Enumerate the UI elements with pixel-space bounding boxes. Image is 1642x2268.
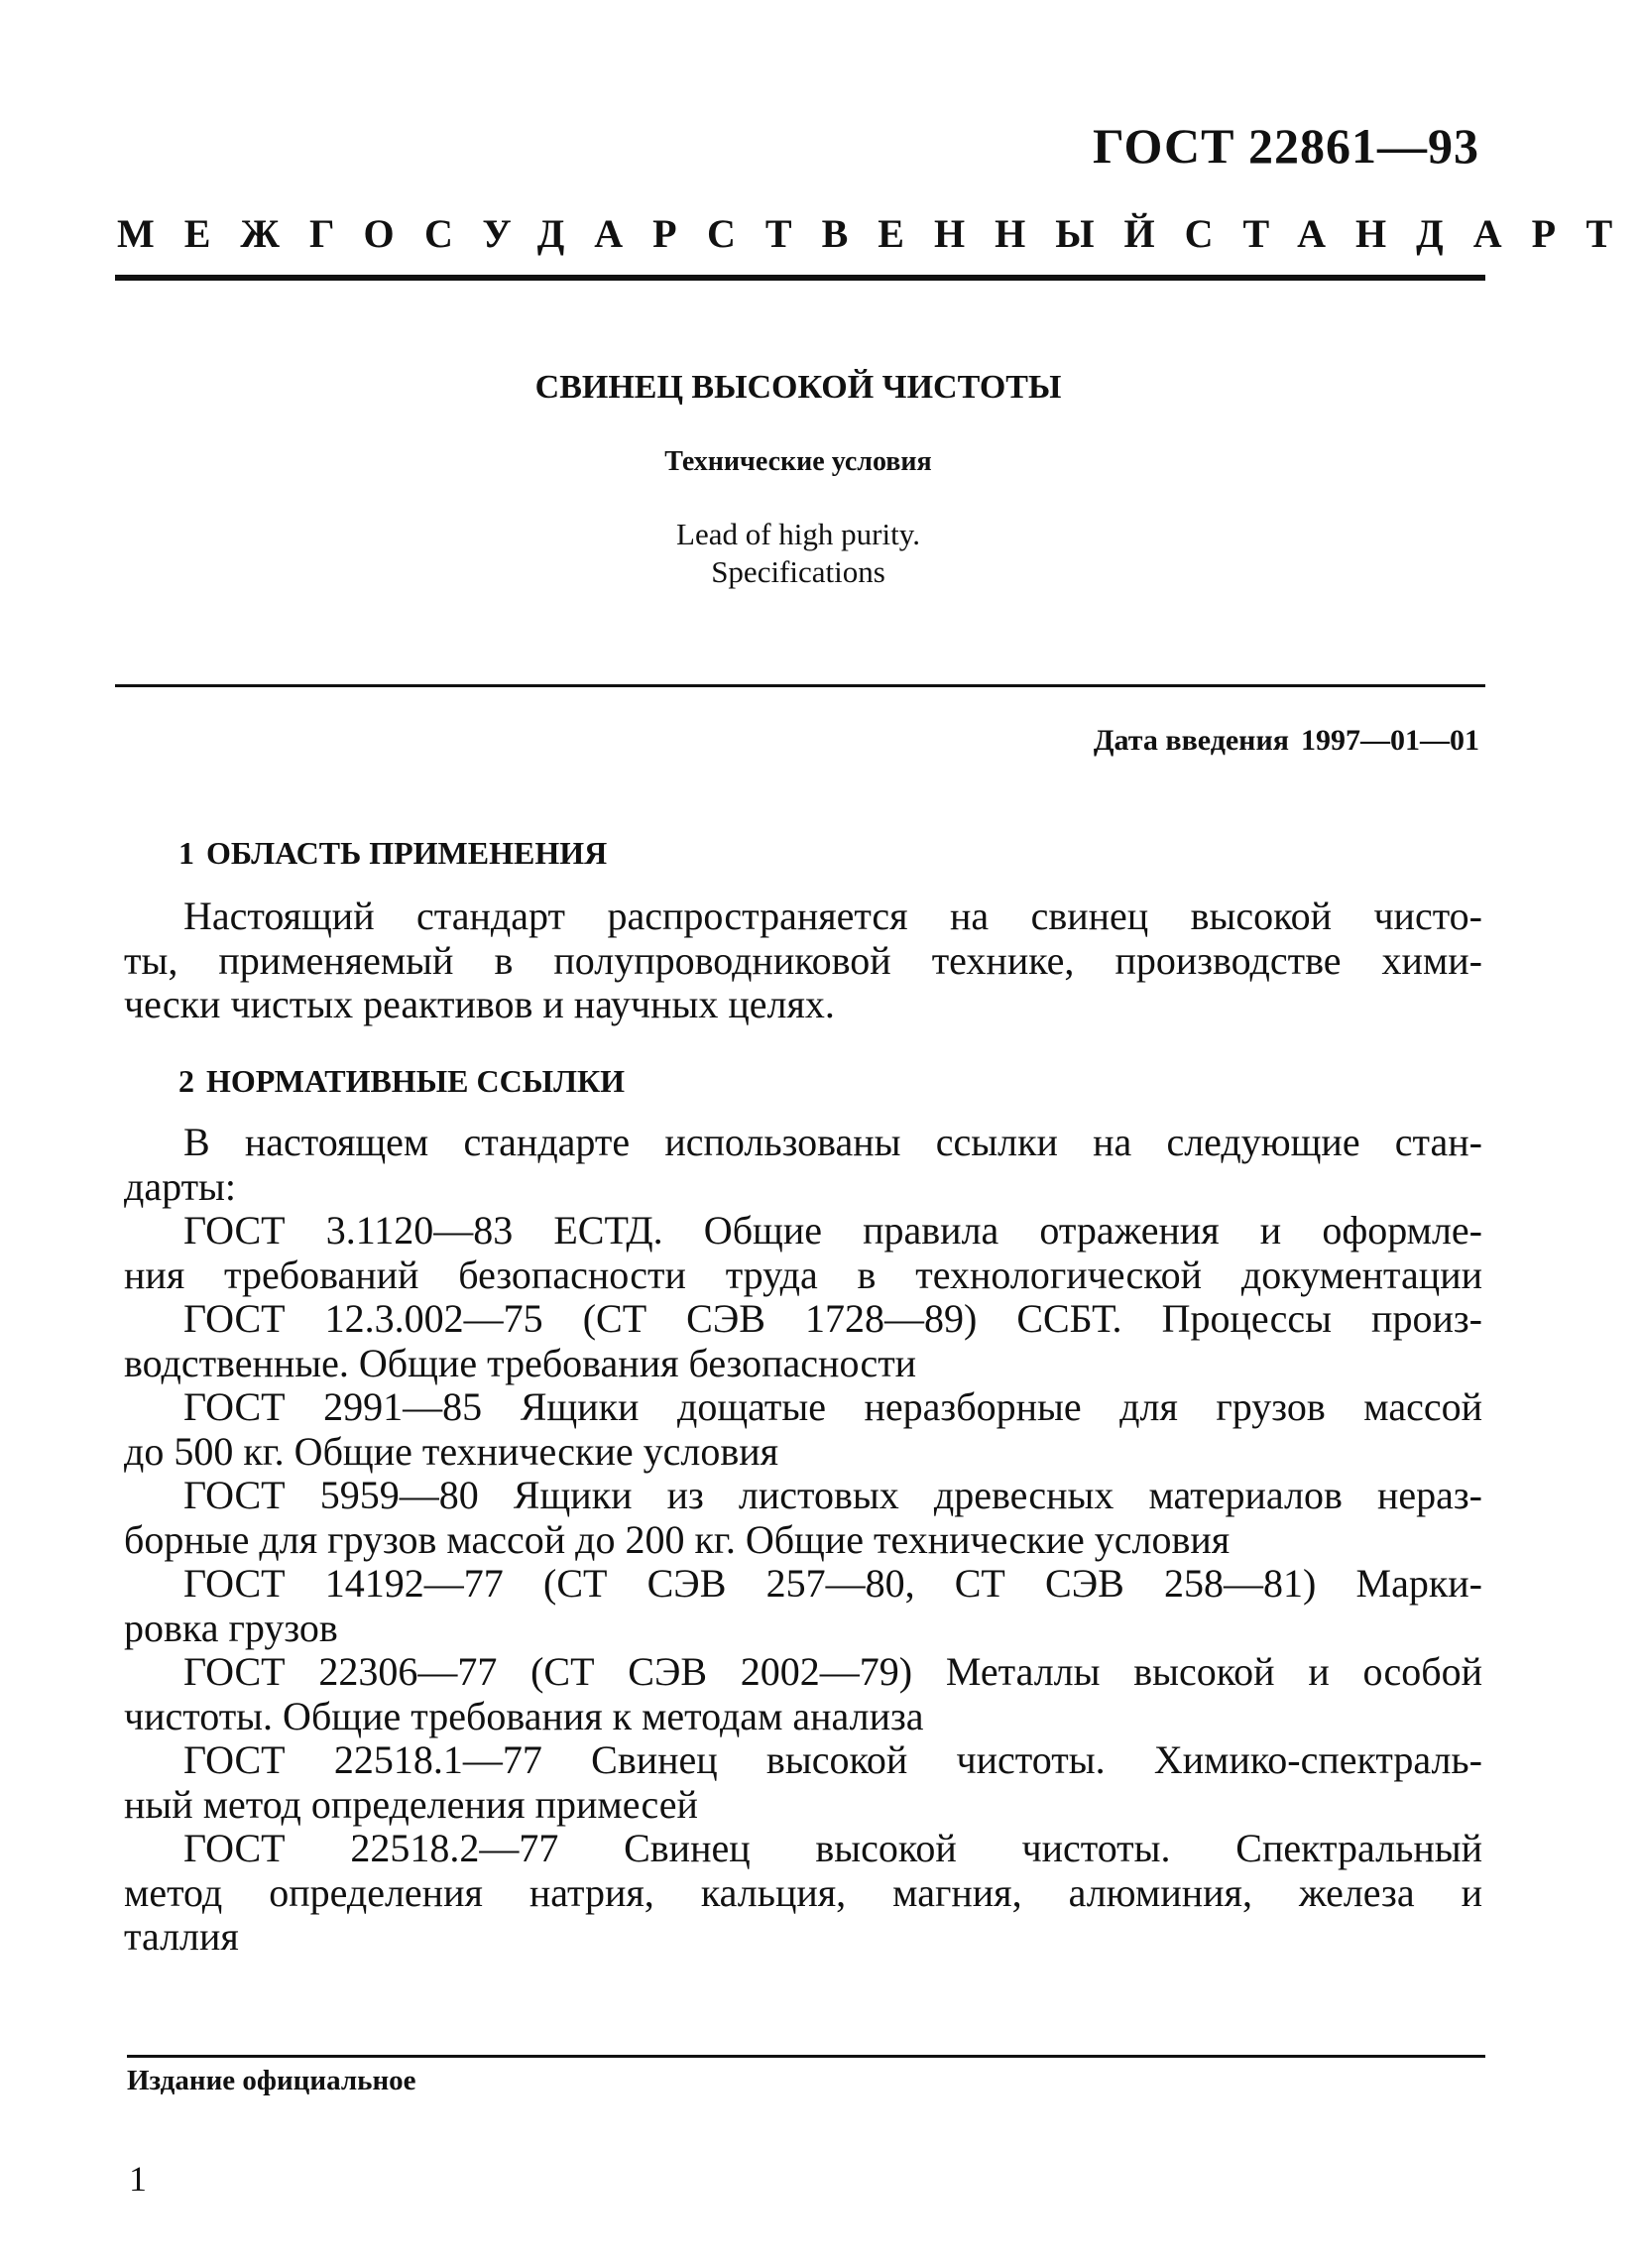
section-1-title: ОБЛАСТЬ ПРИМЕНЕНИЯ	[206, 835, 608, 871]
intro-date	[1094, 724, 1479, 758]
section-1-number: 1	[178, 835, 194, 871]
reference-line: ный метод определения примесей	[124, 1781, 698, 1827]
reference-line: ГОСТ 22518.1—77 Свинец высокой чистоты. Химико-спектраль-	[183, 1737, 1482, 1782]
reference-line: ровка грузов	[124, 1605, 338, 1650]
intro-date-value: 1997—01—01	[1301, 724, 1479, 757]
english-title-line-1: Lead of high purity.	[676, 517, 920, 551]
reference-line: метод определения натрия, кальция, магния, алюминия, железа и	[124, 1869, 1482, 1915]
reference-line: дарты:	[124, 1163, 237, 1209]
english-title	[0, 516, 1557, 591]
reference-line: ГОСТ 3.1120—83 ЕСТД. Общие правила отражения и оформле-	[183, 1208, 1482, 1253]
section-2-number: 2	[178, 1063, 194, 1099]
section-1-line: чески чистых реактивов и научных целях.	[124, 982, 835, 1026]
standard-kind-word-2: СТАНДАРТ	[1184, 211, 1642, 256]
footer-divider	[127, 2055, 1485, 2058]
english-title-line-2: Specifications	[711, 554, 885, 589]
reference-line: ния требований безопасности труда в технологической документации	[124, 1252, 1482, 1297]
reference-line: ГОСТ 14192—77 (СТ СЭВ 257—80, СТ СЭВ 258—81) Марки-	[183, 1561, 1482, 1606]
document-subtitle: Технические условия	[664, 446, 932, 477]
intro-date-label: Дата введения	[1093, 724, 1289, 757]
section-2-title: НОРМАТИВНЫЕ ССЫЛКИ	[206, 1063, 626, 1099]
reference-line: чистоты. Общие требования к методам анализа	[124, 1693, 924, 1738]
edition-note: Издание официальное	[127, 2065, 416, 2096]
section-2-body	[124, 1121, 1482, 1960]
section-1-body	[124, 895, 1482, 1027]
section-1-line: Настоящий стандарт распространяется на свинец высокой чисто-	[183, 894, 1482, 938]
title-divider	[115, 684, 1485, 687]
standard-number: ГОСТ 22861—93	[1092, 118, 1479, 174]
reference-line: ГОСТ 12.3.002—75 (СТ СЭВ 1728—89) ССБТ. Процессы произ-	[183, 1296, 1482, 1341]
reference-line: В настоящем стандарте использованы ссылки на следующие стан-	[183, 1120, 1482, 1164]
section-1-heading	[178, 835, 607, 872]
reference-line: таллия	[124, 1914, 239, 1959]
reference-line: ГОСТ 22306—77 (СТ СЭВ 2002—79) Металлы высокой и особой	[183, 1649, 1482, 1694]
header-divider	[115, 275, 1485, 281]
reference-line: водственные. Общие требования безопасности	[124, 1340, 917, 1385]
reference-line: борные для грузов массой до 200 кг. Общие технические условия	[124, 1516, 1231, 1562]
reference-line: ГОСТ 5959—80 Ящики из листовых древесных материалов нераз-	[183, 1473, 1482, 1517]
document-title: СВИНЕЦ ВЫСОКОЙ ЧИСТОТЫ	[534, 369, 1062, 406]
section-1-line: ты, применяемый в полупроводниковой технике, производстве хими-	[124, 937, 1482, 983]
standard-kind	[117, 210, 1642, 257]
section-2-heading	[178, 1063, 625, 1100]
standard-kind-word-1: МЕЖГОСУДАРСТВЕННЫЙ	[117, 211, 1185, 256]
page-number: 1	[129, 2159, 147, 2199]
reference-line: ГОСТ 2991—85 Ящики дощатые неразборные для грузов массой	[183, 1384, 1482, 1429]
reference-line: ГОСТ 22518.2—77 Свинец высокой чистоты. Спектральный	[183, 1826, 1482, 1870]
reference-line: до 500 кг. Общие технические условия	[124, 1428, 779, 1474]
